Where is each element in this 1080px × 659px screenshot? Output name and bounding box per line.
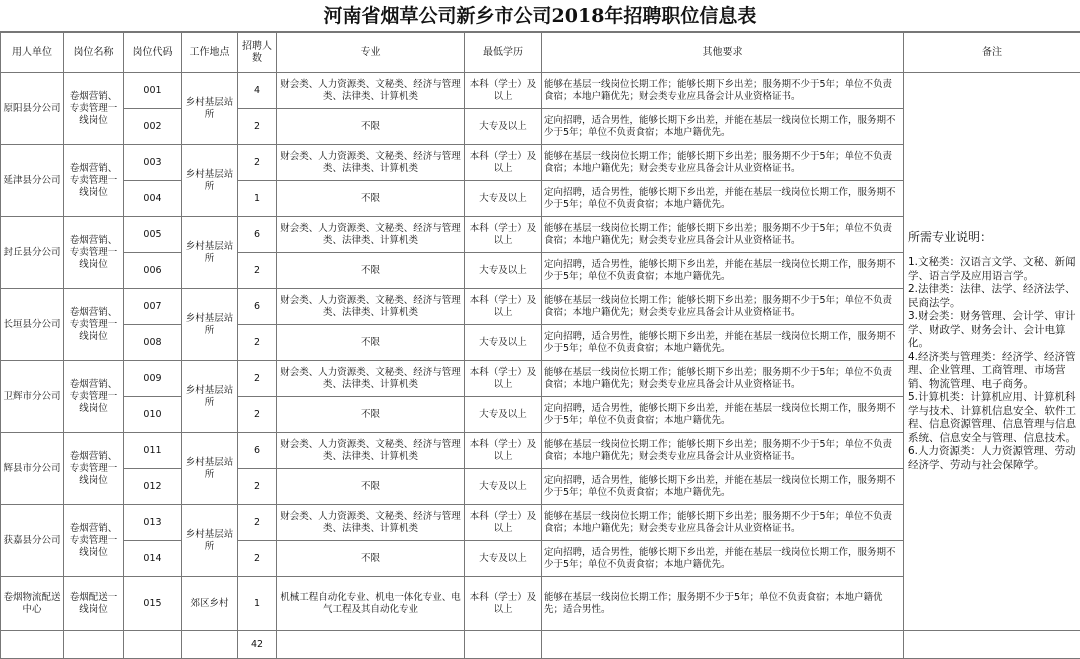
position-name: 卷烟营销、专卖管理一线岗位 [64, 433, 124, 505]
position-name: 卷烟营销、专卖管理一线岗位 [64, 289, 124, 361]
hire-count: 2 [238, 253, 277, 289]
header-unit: 用人单位 [1, 33, 64, 73]
total-empty [182, 631, 238, 659]
position-code: 002 [124, 109, 182, 145]
work-location: 乡村基层站所 [182, 289, 238, 361]
remarks-title: 所需专业说明： [908, 229, 993, 244]
education-cell: 本科（学士）及以上 [465, 217, 542, 253]
work-location: 乡村基层站所 [182, 361, 238, 433]
requirements-cell: 能够在基层一线岗位长期工作；服务期不少于5年；单位不负责食宿；本地户籍优先；适合男性。 [542, 577, 904, 631]
requirements-cell: 能够在基层一线岗位长期工作；能够长期下乡出差；服务期不少于5年；单位不负责食宿；本地户籍优先；财会类专业应具备会计从业资格证书。 [542, 433, 904, 469]
requirements-cell: 定向招聘，适合男性，能够长期下乡出差，并能在基层一线岗位长期工作，服务期不少于5年；单位不负责食宿；本地户籍优先。 [542, 541, 904, 577]
header-education: 最低学历 [465, 33, 542, 73]
unit-name: 长垣县分公司 [1, 289, 64, 361]
total-empty [64, 631, 124, 659]
major-cell: 不限 [277, 181, 465, 217]
major-cell: 不限 [277, 109, 465, 145]
hire-count: 2 [238, 505, 277, 541]
hire-count: 2 [238, 361, 277, 397]
position-name: 卷烟营销、专卖管理一线岗位 [64, 361, 124, 433]
remarks-line: 4.经济类与管理类：经济学、经济管理、企业管理、工商管理、市场营销、物流管理、电子商务。 [908, 350, 1076, 390]
hire-count: 2 [238, 325, 277, 361]
position-name: 卷烟营销、专卖管理一线岗位 [64, 145, 124, 217]
requirements-cell: 能够在基层一线岗位长期工作；能够长期下乡出差；服务期不少于5年；单位不负责食宿；本地户籍优先；财会类专业应具备会计从业资格证书。 [542, 361, 904, 397]
hire-count: 6 [238, 289, 277, 325]
header-code: 岗位代码 [124, 33, 182, 73]
major-cell: 不限 [277, 325, 465, 361]
unit-name: 获嘉县分公司 [1, 505, 64, 577]
major-cell: 不限 [277, 253, 465, 289]
position-code: 007 [124, 289, 182, 325]
major-cell: 不限 [277, 397, 465, 433]
unit-name: 封丘县分公司 [1, 217, 64, 289]
total-count: 42 [238, 631, 277, 659]
unit-name: 延津县分公司 [1, 145, 64, 217]
total-empty [904, 631, 1080, 659]
education-cell: 大专及以上 [465, 253, 542, 289]
education-cell: 本科（学士）及以上 [465, 505, 542, 541]
work-location: 乡村基层站所 [182, 505, 238, 577]
major-cell: 财会类、人力资源类、文秘类、经济与管理类、法律类、计算机类 [277, 217, 465, 253]
education-cell: 大专及以上 [465, 109, 542, 145]
work-location: 乡村基层站所 [182, 145, 238, 217]
major-cell: 财会类、人力资源类、文秘类、经济与管理类、法律类、计算机类 [277, 361, 465, 397]
requirements-cell: 定向招聘，适合男性，能够长期下乡出差，并能在基层一线岗位长期工作，服务期不少于5年；单位不负责食宿；本地户籍优先。 [542, 181, 904, 217]
header-requirements: 其他要求 [542, 33, 904, 73]
remarks-line: 2.法律类：法律、法学、经济法学、民商法学。 [908, 283, 1076, 309]
position-code: 010 [124, 397, 182, 433]
major-cell: 不限 [277, 469, 465, 505]
total-empty [542, 631, 904, 659]
position-code: 003 [124, 145, 182, 181]
education-cell: 大专及以上 [465, 397, 542, 433]
total-empty [465, 631, 542, 659]
hire-count: 6 [238, 217, 277, 253]
position-code: 008 [124, 325, 182, 361]
position-code: 005 [124, 217, 182, 253]
education-cell: 本科（学士）及以上 [465, 433, 542, 469]
job-table [0, 32, 1080, 659]
position-code: 006 [124, 253, 182, 289]
position-code: 009 [124, 361, 182, 397]
header-remarks: 备注 [904, 33, 1080, 73]
remarks-line: 5.计算机类：计算机应用、计算机科学与技术、计算机信息安全、软件工程、信息资源管理、信息管理与信息系统、信息安全与管理、信息技术。 [908, 391, 1076, 444]
education-cell: 本科（学士）及以上 [465, 145, 542, 181]
remarks-cell [904, 73, 1080, 631]
education-cell: 本科（学士）及以上 [465, 289, 542, 325]
position-name: 卷烟营销、专卖管理一线岗位 [64, 217, 124, 289]
major-cell: 机械工程自动化专业、机电一体化专业、电气工程及其自动化专业 [277, 577, 465, 631]
education-cell: 大专及以上 [465, 325, 542, 361]
work-location: 乡村基层站所 [182, 73, 238, 145]
major-cell: 财会类、人力资源类、文秘类、经济与管理类、法律类、计算机类 [277, 505, 465, 541]
work-location: 乡村基层站所 [182, 433, 238, 505]
requirements-cell: 能够在基层一线岗位长期工作；能够长期下乡出差；服务期不少于5年；单位不负责食宿；本地户籍优先；财会类专业应具备会计从业资格证书。 [542, 145, 904, 181]
major-cell: 财会类、人力资源类、文秘类、经济与管理类、法律类、计算机类 [277, 433, 465, 469]
requirements-cell: 定向招聘，适合男性，能够长期下乡出差，并能在基层一线岗位长期工作，服务期不少于5年；单位不负责食宿；本地户籍优先。 [542, 253, 904, 289]
hire-count: 6 [238, 433, 277, 469]
hire-count: 1 [238, 577, 277, 631]
work-location: 郊区乡村 [182, 577, 238, 631]
remarks-line: 6.人力资源类：人力资源管理、劳动经济学、劳动与社会保障学。 [908, 445, 1076, 471]
position-code: 001 [124, 73, 182, 109]
education-cell: 大专及以上 [465, 469, 542, 505]
header-major: 专业 [277, 33, 465, 73]
total-empty [1, 631, 64, 659]
header-location: 工作地点 [182, 33, 238, 73]
hire-count: 2 [238, 145, 277, 181]
requirements-cell: 定向招聘，适合男性，能够长期下乡出差，并能在基层一线岗位长期工作，服务期不少于5年；单位不负责食宿；本地户籍优先。 [542, 469, 904, 505]
requirements-cell: 能够在基层一线岗位长期工作；能够长期下乡出差；服务期不少于5年；单位不负责食宿；本地户籍优先；财会类专业应具备会计从业资格证书。 [542, 289, 904, 325]
hire-count: 2 [238, 397, 277, 433]
unit-name: 卷烟物流配送中心 [1, 577, 64, 631]
major-cell: 不限 [277, 541, 465, 577]
major-cell: 财会类、人力资源类、文秘类、经济与管理类、法律类、计算机类 [277, 289, 465, 325]
remarks-line: 1.文秘类：汉语言文学、文秘、新闻学、语言学及应用语言学。 [908, 256, 1076, 282]
education-cell: 本科（学士）及以上 [465, 577, 542, 631]
education-cell: 本科（学士）及以上 [465, 73, 542, 109]
position-name: 卷烟配送一线岗位 [64, 577, 124, 631]
hire-count: 2 [238, 541, 277, 577]
requirements-cell: 能够在基层一线岗位长期工作；能够长期下乡出差；服务期不少于5年；单位不负责食宿；本地户籍优先；财会类专业应具备会计从业资格证书。 [542, 505, 904, 541]
hire-count: 4 [238, 73, 277, 109]
position-code: 015 [124, 577, 182, 631]
table-row [1, 73, 1080, 109]
remarks-line: 3.财会类：财务管理、会计学、审计学、财政学、财务会计、会计电算化。 [908, 310, 1076, 350]
header-count: 招聘人数 [238, 33, 277, 73]
page-title: 河南省烟草公司新乡市公司2018年招聘职位信息表 [0, 0, 1080, 32]
position-name: 卷烟营销、专卖管理一线岗位 [64, 73, 124, 145]
hire-count: 2 [238, 109, 277, 145]
education-cell: 本科（学士）及以上 [465, 361, 542, 397]
requirements-cell: 能够在基层一线岗位长期工作；能够长期下乡出差；服务期不少于5年；单位不负责食宿；本地户籍优先；财会类专业应具备会计从业资格证书。 [542, 73, 904, 109]
position-code: 012 [124, 469, 182, 505]
header-position: 岗位名称 [64, 33, 124, 73]
requirements-cell: 定向招聘，适合男性，能够长期下乡出差，并能在基层一线岗位长期工作，服务期不少于5年；单位不负责食宿；本地户籍优先。 [542, 325, 904, 361]
header-row [1, 33, 1080, 73]
education-cell: 大专及以上 [465, 181, 542, 217]
total-empty [277, 631, 465, 659]
position-code: 004 [124, 181, 182, 217]
total-row [1, 631, 1080, 659]
work-location: 乡村基层站所 [182, 217, 238, 289]
position-code: 014 [124, 541, 182, 577]
hire-count: 1 [238, 181, 277, 217]
unit-name: 卫辉市分公司 [1, 361, 64, 433]
hire-count: 2 [238, 469, 277, 505]
requirements-cell: 能够在基层一线岗位长期工作；能够长期下乡出差；服务期不少于5年；单位不负责食宿；本地户籍优先；财会类专业应具备会计从业资格证书。 [542, 217, 904, 253]
major-cell: 财会类、人力资源类、文秘类、经济与管理类、法律类、计算机类 [277, 145, 465, 181]
position-name: 卷烟营销、专卖管理一线岗位 [64, 505, 124, 577]
requirements-cell: 定向招聘，适合男性，能够长期下乡出差，并能在基层一线岗位长期工作，服务期不少于5年；单位不负责食宿；本地户籍优先。 [542, 109, 904, 145]
position-code: 013 [124, 505, 182, 541]
major-cell: 财会类、人力资源类、文秘类、经济与管理类、法律类、计算机类 [277, 73, 465, 109]
unit-name: 辉县市分公司 [1, 433, 64, 505]
requirements-cell: 定向招聘，适合男性，能够长期下乡出差，并能在基层一线岗位长期工作，服务期不少于5年；单位不负责食宿；本地户籍优先。 [542, 397, 904, 433]
total-empty [124, 631, 182, 659]
position-code: 011 [124, 433, 182, 469]
unit-name: 原阳县分公司 [1, 73, 64, 145]
education-cell: 大专及以上 [465, 541, 542, 577]
